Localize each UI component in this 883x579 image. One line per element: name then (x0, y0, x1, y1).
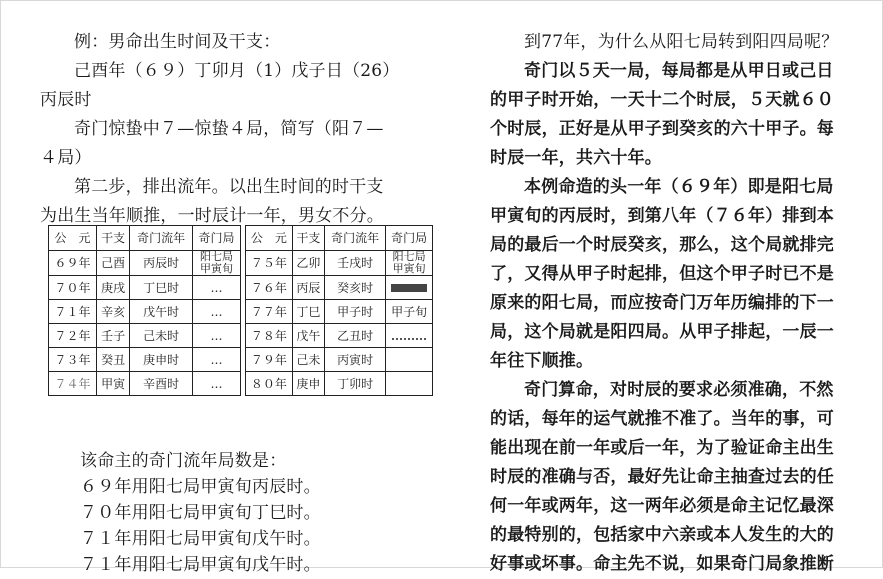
ju-cell: 甲子旬 (386, 300, 433, 324)
shichen-cell: 丁卯时 (325, 372, 386, 396)
left-column (40, 28, 435, 231)
table-header-row (49, 226, 241, 251)
year-cell: ７５年 (246, 251, 293, 276)
text-line: 到77年，为什么从阳七局转到阳四局呢？ (524, 32, 839, 52)
table-row (49, 300, 241, 324)
ju-name: 阳七局 (392, 250, 426, 263)
year-cell: ７２年 (49, 324, 97, 348)
ju-cell: … (192, 324, 240, 348)
table-row (246, 300, 433, 324)
handwriting-scribble (392, 332, 426, 340)
header-cell: 干支 (292, 226, 324, 251)
text-line: 局，这个局就是阳四局。从甲子排起，一辰一 (490, 322, 834, 342)
table-row (49, 251, 241, 276)
text-line: 己酉年（６９）丁卯月（1）戊子日（26） (74, 61, 400, 81)
table-row (49, 324, 241, 348)
text-line: 奇门惊蛰中７—惊蛰４局，简写（阳７— (74, 119, 384, 139)
ganzhi-cell: 辛亥 (97, 300, 130, 324)
shichen-cell: 丙寅时 (325, 348, 386, 372)
ju-xun: 甲寅旬 (199, 262, 233, 275)
shichen-cell: 乙丑时 (325, 324, 386, 348)
shichen-cell: 甲子时 (325, 300, 386, 324)
year-cell: ７１年 (49, 300, 97, 324)
ju-cell (386, 324, 433, 348)
year-cell: ６９年 (49, 251, 97, 276)
text-line: 甲寅旬的丙辰时，到第八年（７６年）排到本 (490, 206, 834, 226)
ganzhi-cell: 己酉 (97, 251, 130, 276)
text-line: 的甲子时开始，一天十二个时辰，５天就６０ (490, 90, 834, 110)
table-row (246, 276, 433, 300)
table-row (246, 372, 433, 396)
ink-blot (391, 284, 427, 292)
header-cell: 公 元 (49, 226, 97, 251)
text-line: 第二步，排出流年。以出生时间的时干支 (74, 177, 384, 197)
table-row (246, 251, 433, 276)
text-line: 时辰一年，共六十年。 (490, 148, 662, 168)
header-cell: 公 元 (246, 226, 293, 251)
ganzhi-cell: 癸丑 (97, 348, 130, 372)
ju-name: 阳七局 (199, 250, 233, 263)
text-line: 的最特别的，包括家中六亲或本人发生的大的 (490, 525, 834, 545)
liunian-table-1 (48, 225, 241, 396)
liunian-tables (48, 225, 433, 440)
ju-cell (386, 348, 433, 372)
ju-cell: … (192, 300, 240, 324)
header-cell: 奇门流年 (325, 226, 386, 251)
text-line: ６９年用阳七局甲寅旬丙辰时。 (80, 477, 321, 497)
ganzhi-cell: 丁巳 (292, 300, 324, 324)
text-line: 丙辰时 (40, 90, 92, 110)
shichen-cell: 癸亥时 (325, 276, 386, 300)
ju-cell (386, 276, 433, 300)
shichen-cell: 己未时 (130, 324, 193, 348)
ju-cell: … (192, 372, 240, 396)
ju-cell (386, 372, 433, 396)
text-line: 何一年或两年，这一两年必须是命主记忆最深 (490, 496, 834, 516)
shichen-cell: 丁巳时 (130, 276, 193, 300)
text-line: 个时辰，正好是从甲子到癸亥的六十甲子。每 (490, 119, 834, 139)
text-line: ４局） (40, 148, 92, 168)
year-cell: ７７年 (246, 300, 293, 324)
text-line: ７１年用阳七局甲寅旬戊午时。 (80, 529, 321, 549)
ganzhi-cell: 庚申 (292, 372, 324, 396)
table-header-row (246, 226, 433, 251)
ju-cell: … (192, 348, 240, 372)
ganzhi-cell: 乙卯 (292, 251, 324, 276)
header-cell: 干支 (97, 226, 130, 251)
liunian-summary (40, 448, 435, 578)
year-cell: ７０年 (49, 276, 97, 300)
year-cell: ７９年 (246, 348, 293, 372)
shichen-cell: 辛酉时 (130, 372, 193, 396)
header-cell: 奇门局 (386, 226, 433, 251)
text-line: 局的最后一个时辰癸亥，那么，这个局就排完 (490, 235, 834, 255)
text-line: ７０年用阳七局甲寅旬丁巳时。 (80, 503, 321, 523)
ganzhi-cell: 戊午 (292, 324, 324, 348)
year-cell: ７３年 (49, 348, 97, 372)
text-line: 时辰的准确与否，最好先让命主抽查过去的任 (490, 467, 834, 487)
text-line: 本例命造的头一年（６９年）即是阳七局 (524, 177, 834, 197)
shichen-cell: 戊午时 (130, 300, 193, 324)
right-column (490, 28, 880, 579)
shichen-cell: 丙辰时 (130, 251, 193, 276)
shichen-cell: 壬戌时 (325, 251, 386, 276)
text-line: ７１年用阳七局甲寅旬戊午时。 (80, 555, 321, 575)
shichen-cell: 庚申时 (130, 348, 193, 372)
text-line: 例：男命出生时间及干支： (74, 32, 281, 52)
text-line: 的话，每年的运气就推不准了。当年的事，可 (490, 409, 834, 429)
year-cell: ７６年 (246, 276, 293, 300)
ju-cell (386, 251, 433, 276)
text-line: 该命主的奇门流年局数是： (80, 451, 287, 471)
text-line: 奇门算命，对时辰的要求必须准确，不然 (524, 380, 834, 400)
ganzhi-cell: 己未 (292, 348, 324, 372)
ju-xun: 甲寅旬 (392, 262, 426, 275)
text-line: 为出生当年顺推，一时辰计一年，男女不分。 (40, 206, 384, 226)
table-row (246, 324, 433, 348)
table-row (246, 348, 433, 372)
text-line: 奇门以５天一局，每局都是从甲日或己日 (524, 61, 834, 81)
table-row (49, 348, 241, 372)
ganzhi-cell: 甲寅 (97, 372, 130, 396)
text-line: 年往下顺推。 (490, 351, 594, 371)
text-line: 了，又得从甲子时起排，但这个甲子时已不是 (490, 264, 834, 284)
year-cell: ７８年 (246, 324, 293, 348)
ganzhi-cell: 庚戌 (97, 276, 130, 300)
ju-cell: … (192, 276, 240, 300)
year-cell: ８０年 (246, 372, 293, 396)
text-line: 原来的阳七局，而应按奇门万年历编排的下一 (490, 293, 834, 313)
ju-cell (192, 251, 240, 276)
text-line: 好事或坏事。命主先不说，如果奇门局象推断 (490, 554, 834, 574)
header-cell: 奇门局 (192, 226, 240, 251)
table-row (49, 276, 241, 300)
header-cell: 奇门流年 (130, 226, 193, 251)
liunian-table-2 (245, 225, 433, 396)
ganzhi-cell: 丙辰 (292, 276, 324, 300)
text-line: 能出现在前一年或后一年，为了验证命主出生 (490, 438, 834, 458)
table-row (49, 372, 241, 396)
year-cell: ７４年 (49, 372, 97, 396)
ganzhi-cell: 壬子 (97, 324, 130, 348)
